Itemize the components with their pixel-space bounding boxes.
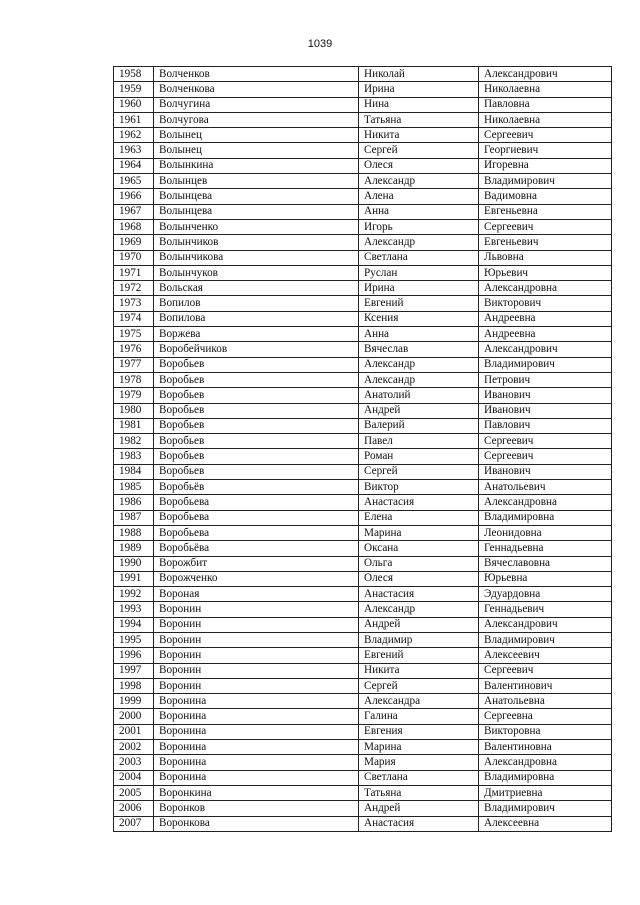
table-row — [114, 495, 612, 510]
patronymic-cell: Павлович — [479, 418, 612, 433]
patronymic-cell: Викторович — [479, 296, 612, 311]
row-number-cell: 1958 — [114, 67, 154, 82]
row-number-cell: 1999 — [114, 694, 154, 709]
patronymic-cell: Владимирович — [479, 174, 612, 189]
table-row — [114, 189, 612, 204]
given-name-cell: Анатолий — [359, 388, 479, 403]
patronymic-cell: Валентинович — [479, 678, 612, 693]
surname-cell: Воронина — [154, 724, 359, 739]
patronymic-cell: Львовна — [479, 250, 612, 265]
surname-cell: Воронина — [154, 740, 359, 755]
surname-cell: Волынец — [154, 128, 359, 143]
table-row — [114, 327, 612, 342]
patronymic-cell: Георгиевич — [479, 143, 612, 158]
row-number-cell: 1981 — [114, 418, 154, 433]
patronymic-cell: Дмитриевна — [479, 785, 612, 800]
row-number-cell: 1997 — [114, 663, 154, 678]
surname-cell: Воробьева — [154, 510, 359, 525]
surname-cell: Воробьев — [154, 372, 359, 387]
table-row — [114, 143, 612, 158]
surname-cell: Воробьев — [154, 357, 359, 372]
given-name-cell: Анастасия — [359, 816, 479, 831]
table-row — [114, 648, 612, 663]
table-row — [114, 250, 612, 265]
given-name-cell: Андрей — [359, 617, 479, 632]
row-number-cell: 2004 — [114, 770, 154, 785]
surname-cell: Волынчуков — [154, 265, 359, 280]
given-name-cell: Галина — [359, 709, 479, 724]
row-number-cell: 1965 — [114, 174, 154, 189]
patronymic-cell: Александровна — [479, 495, 612, 510]
given-name-cell: Владимир — [359, 632, 479, 647]
table-row — [114, 740, 612, 755]
row-number-cell: 1995 — [114, 632, 154, 647]
patronymic-cell: Андреевна — [479, 327, 612, 342]
surname-cell: Вопилов — [154, 296, 359, 311]
given-name-cell: Сергей — [359, 678, 479, 693]
given-name-cell: Сергей — [359, 143, 479, 158]
given-name-cell: Олеся — [359, 158, 479, 173]
row-number-cell: 1971 — [114, 265, 154, 280]
patronymic-cell: Сергеевич — [479, 434, 612, 449]
given-name-cell: Нина — [359, 97, 479, 112]
patronymic-cell: Петрович — [479, 372, 612, 387]
patronymic-cell: Валентиновна — [479, 740, 612, 755]
given-name-cell: Мария — [359, 755, 479, 770]
patronymic-cell: Сергеевич — [479, 219, 612, 234]
surname-cell: Воронина — [154, 694, 359, 709]
surname-cell: Воробьев — [154, 403, 359, 418]
row-number-cell: 1972 — [114, 281, 154, 296]
surname-cell: Воронин — [154, 617, 359, 632]
surname-cell: Волченкова — [154, 82, 359, 97]
given-name-cell: Евгения — [359, 724, 479, 739]
row-number-cell: 1990 — [114, 556, 154, 571]
table-row — [114, 357, 612, 372]
table-row — [114, 82, 612, 97]
patronymic-cell: Александрович — [479, 342, 612, 357]
given-name-cell: Анастасия — [359, 587, 479, 602]
row-number-cell: 1979 — [114, 388, 154, 403]
surname-cell: Вороная — [154, 587, 359, 602]
row-number-cell: 1975 — [114, 327, 154, 342]
surname-cell: Воробьев — [154, 464, 359, 479]
table-row — [114, 112, 612, 127]
patronymic-cell: Викторовна — [479, 724, 612, 739]
row-number-cell: 1984 — [114, 464, 154, 479]
surname-cell: Воронина — [154, 709, 359, 724]
row-number-cell: 1961 — [114, 112, 154, 127]
table-row — [114, 587, 612, 602]
patronymic-cell: Евгеньевна — [479, 204, 612, 219]
given-name-cell: Никита — [359, 128, 479, 143]
patronymic-cell: Александрович — [479, 67, 612, 82]
patronymic-cell: Владимирович — [479, 801, 612, 816]
given-name-cell: Марина — [359, 525, 479, 540]
row-number-cell: 2007 — [114, 816, 154, 831]
table-row — [114, 372, 612, 387]
given-name-cell: Андрей — [359, 403, 479, 418]
row-number-cell: 1969 — [114, 235, 154, 250]
patronymic-cell: Сергеевна — [479, 709, 612, 724]
given-name-cell: Александр — [359, 372, 479, 387]
surname-cell: Ворожченко — [154, 571, 359, 586]
patronymic-cell: Анатольевич — [479, 480, 612, 495]
row-number-cell: 1994 — [114, 617, 154, 632]
row-number-cell: 1974 — [114, 311, 154, 326]
given-name-cell: Марина — [359, 740, 479, 755]
surname-cell: Воронин — [154, 648, 359, 663]
table-row — [114, 342, 612, 357]
given-name-cell: Светлана — [359, 250, 479, 265]
table-row — [114, 617, 612, 632]
table-row — [114, 449, 612, 464]
surname-cell: Волынчиков — [154, 235, 359, 250]
given-name-cell: Анна — [359, 327, 479, 342]
table-row — [114, 67, 612, 82]
table-row — [114, 434, 612, 449]
patronymic-cell: Николаевна — [479, 82, 612, 97]
patronymic-cell: Сергеевич — [479, 128, 612, 143]
row-number-cell: 1982 — [114, 434, 154, 449]
table-row — [114, 801, 612, 816]
row-number-cell: 1998 — [114, 678, 154, 693]
row-number-cell: 1960 — [114, 97, 154, 112]
surname-cell: Воробьева — [154, 495, 359, 510]
table-row — [114, 265, 612, 280]
given-name-cell: Андрей — [359, 801, 479, 816]
table-row — [114, 219, 612, 234]
given-name-cell: Светлана — [359, 770, 479, 785]
given-name-cell: Анна — [359, 204, 479, 219]
table-row — [114, 755, 612, 770]
given-name-cell: Алена — [359, 189, 479, 204]
name-list-body — [114, 67, 612, 832]
name-list-table — [113, 66, 612, 832]
row-number-cell: 1967 — [114, 204, 154, 219]
surname-cell: Вольская — [154, 281, 359, 296]
given-name-cell: Валерий — [359, 418, 479, 433]
row-number-cell: 1964 — [114, 158, 154, 173]
surname-cell: Волчугина — [154, 97, 359, 112]
given-name-cell: Ирина — [359, 281, 479, 296]
table-row — [114, 235, 612, 250]
surname-cell: Воробьева — [154, 525, 359, 540]
given-name-cell: Руслан — [359, 265, 479, 280]
patronymic-cell: Сергеевич — [479, 449, 612, 464]
given-name-cell: Ирина — [359, 82, 479, 97]
table-row — [114, 510, 612, 525]
surname-cell: Волынчикова — [154, 250, 359, 265]
surname-cell: Ворожбит — [154, 556, 359, 571]
surname-cell: Воржева — [154, 327, 359, 342]
table-row — [114, 785, 612, 800]
surname-cell: Воробьев — [154, 434, 359, 449]
row-number-cell: 1976 — [114, 342, 154, 357]
row-number-cell: 1996 — [114, 648, 154, 663]
patronymic-cell: Иванович — [479, 403, 612, 418]
table-row — [114, 464, 612, 479]
surname-cell: Воронкова — [154, 816, 359, 831]
surname-cell: Воронин — [154, 678, 359, 693]
patronymic-cell: Павловна — [479, 97, 612, 112]
surname-cell: Воронин — [154, 632, 359, 647]
patronymic-cell: Вадимовна — [479, 189, 612, 204]
surname-cell: Вопилова — [154, 311, 359, 326]
surname-cell: Воробейчиков — [154, 342, 359, 357]
given-name-cell: Никита — [359, 663, 479, 678]
row-number-cell: 1962 — [114, 128, 154, 143]
patronymic-cell: Иванович — [479, 388, 612, 403]
row-number-cell: 1959 — [114, 82, 154, 97]
given-name-cell: Ксения — [359, 311, 479, 326]
given-name-cell: Оксана — [359, 541, 479, 556]
row-number-cell: 1989 — [114, 541, 154, 556]
given-name-cell: Елена — [359, 510, 479, 525]
patronymic-cell: Николаевна — [479, 112, 612, 127]
patronymic-cell: Геннадьевна — [479, 541, 612, 556]
table-row — [114, 770, 612, 785]
row-number-cell: 2002 — [114, 740, 154, 755]
given-name-cell: Игорь — [359, 219, 479, 234]
table-row — [114, 694, 612, 709]
given-name-cell: Татьяна — [359, 785, 479, 800]
table-row — [114, 418, 612, 433]
surname-cell: Волчугова — [154, 112, 359, 127]
row-number-cell: 1992 — [114, 587, 154, 602]
surname-cell: Волынец — [154, 143, 359, 158]
surname-cell: Воронкина — [154, 785, 359, 800]
patronymic-cell: Леонидовна — [479, 525, 612, 540]
patronymic-cell: Эдуардовна — [479, 587, 612, 602]
row-number-cell: 1970 — [114, 250, 154, 265]
row-number-cell: 2006 — [114, 801, 154, 816]
row-number-cell: 1966 — [114, 189, 154, 204]
table-row — [114, 480, 612, 495]
patronymic-cell: Юрьевна — [479, 571, 612, 586]
patronymic-cell: Сергеевич — [479, 663, 612, 678]
patronymic-cell: Алексеевич — [479, 648, 612, 663]
surname-cell: Воронин — [154, 602, 359, 617]
given-name-cell: Сергей — [359, 464, 479, 479]
patronymic-cell: Иванович — [479, 464, 612, 479]
row-number-cell: 1977 — [114, 357, 154, 372]
row-number-cell: 2001 — [114, 724, 154, 739]
table-row — [114, 311, 612, 326]
given-name-cell: Ольга — [359, 556, 479, 571]
surname-cell: Волченков — [154, 67, 359, 82]
table-row — [114, 571, 612, 586]
given-name-cell: Александр — [359, 602, 479, 617]
surname-cell: Волынкина — [154, 158, 359, 173]
row-number-cell: 2000 — [114, 709, 154, 724]
patronymic-cell: Александрович — [479, 617, 612, 632]
patronymic-cell: Владимирович — [479, 357, 612, 372]
row-number-cell: 1993 — [114, 602, 154, 617]
row-number-cell: 1973 — [114, 296, 154, 311]
patronymic-cell: Александровна — [479, 281, 612, 296]
given-name-cell: Николай — [359, 67, 479, 82]
row-number-cell: 1991 — [114, 571, 154, 586]
patronymic-cell: Алексеевна — [479, 816, 612, 831]
row-number-cell: 1978 — [114, 372, 154, 387]
surname-cell: Воробьев — [154, 418, 359, 433]
given-name-cell: Александр — [359, 357, 479, 372]
given-name-cell: Вячеслав — [359, 342, 479, 357]
surname-cell: Воробьев — [154, 388, 359, 403]
surname-cell: Воронков — [154, 801, 359, 816]
patronymic-cell: Вячеславовна — [479, 556, 612, 571]
patronymic-cell: Игоревна — [479, 158, 612, 173]
table-row — [114, 403, 612, 418]
patronymic-cell: Владимировна — [479, 510, 612, 525]
surname-cell: Воронин — [154, 663, 359, 678]
row-number-cell: 1968 — [114, 219, 154, 234]
row-number-cell: 1983 — [114, 449, 154, 464]
table-row — [114, 724, 612, 739]
surname-cell: Воронина — [154, 755, 359, 770]
given-name-cell: Евгений — [359, 648, 479, 663]
given-name-cell: Виктор — [359, 480, 479, 495]
patronymic-cell: Юрьевич — [479, 265, 612, 280]
page-number: 1039 — [307, 38, 333, 50]
row-number-cell: 2005 — [114, 785, 154, 800]
patronymic-cell: Евгеньевич — [479, 235, 612, 250]
patronymic-cell: Андреевна — [479, 311, 612, 326]
surname-cell: Волынченко — [154, 219, 359, 234]
given-name-cell: Роман — [359, 449, 479, 464]
given-name-cell: Александр — [359, 235, 479, 250]
table-row — [114, 663, 612, 678]
table-row — [114, 709, 612, 724]
surname-cell: Волынцев — [154, 174, 359, 189]
row-number-cell: 1980 — [114, 403, 154, 418]
table-row — [114, 602, 612, 617]
surname-cell: Воробьёв — [154, 480, 359, 495]
row-number-cell: 1988 — [114, 525, 154, 540]
row-number-cell: 1985 — [114, 480, 154, 495]
patronymic-cell: Геннадьевич — [479, 602, 612, 617]
given-name-cell: Александра — [359, 694, 479, 709]
given-name-cell: Александр — [359, 174, 479, 189]
table-row — [114, 632, 612, 647]
given-name-cell: Анастасия — [359, 495, 479, 510]
given-name-cell: Павел — [359, 434, 479, 449]
table-row — [114, 281, 612, 296]
table-row — [114, 525, 612, 540]
table-row — [114, 816, 612, 831]
patronymic-cell: Владимировна — [479, 770, 612, 785]
surname-cell: Воробьев — [154, 449, 359, 464]
table-row — [114, 174, 612, 189]
given-name-cell: Татьяна — [359, 112, 479, 127]
given-name-cell: Олеся — [359, 571, 479, 586]
surname-cell: Воробьёва — [154, 541, 359, 556]
table-row — [114, 128, 612, 143]
surname-cell: Воронина — [154, 770, 359, 785]
given-name-cell: Евгений — [359, 296, 479, 311]
table-row — [114, 388, 612, 403]
table-row — [114, 158, 612, 173]
patronymic-cell: Анатольевна — [479, 694, 612, 709]
table-row — [114, 541, 612, 556]
surname-cell: Волынцева — [154, 189, 359, 204]
row-number-cell: 2003 — [114, 755, 154, 770]
row-number-cell: 1986 — [114, 495, 154, 510]
surname-cell: Волынцева — [154, 204, 359, 219]
table-row — [114, 556, 612, 571]
row-number-cell: 1987 — [114, 510, 154, 525]
table-row — [114, 97, 612, 112]
row-number-cell: 1963 — [114, 143, 154, 158]
patronymic-cell: Александровна — [479, 755, 612, 770]
table-row — [114, 296, 612, 311]
table-row — [114, 678, 612, 693]
table-row — [114, 204, 612, 219]
patronymic-cell: Владимирович — [479, 632, 612, 647]
